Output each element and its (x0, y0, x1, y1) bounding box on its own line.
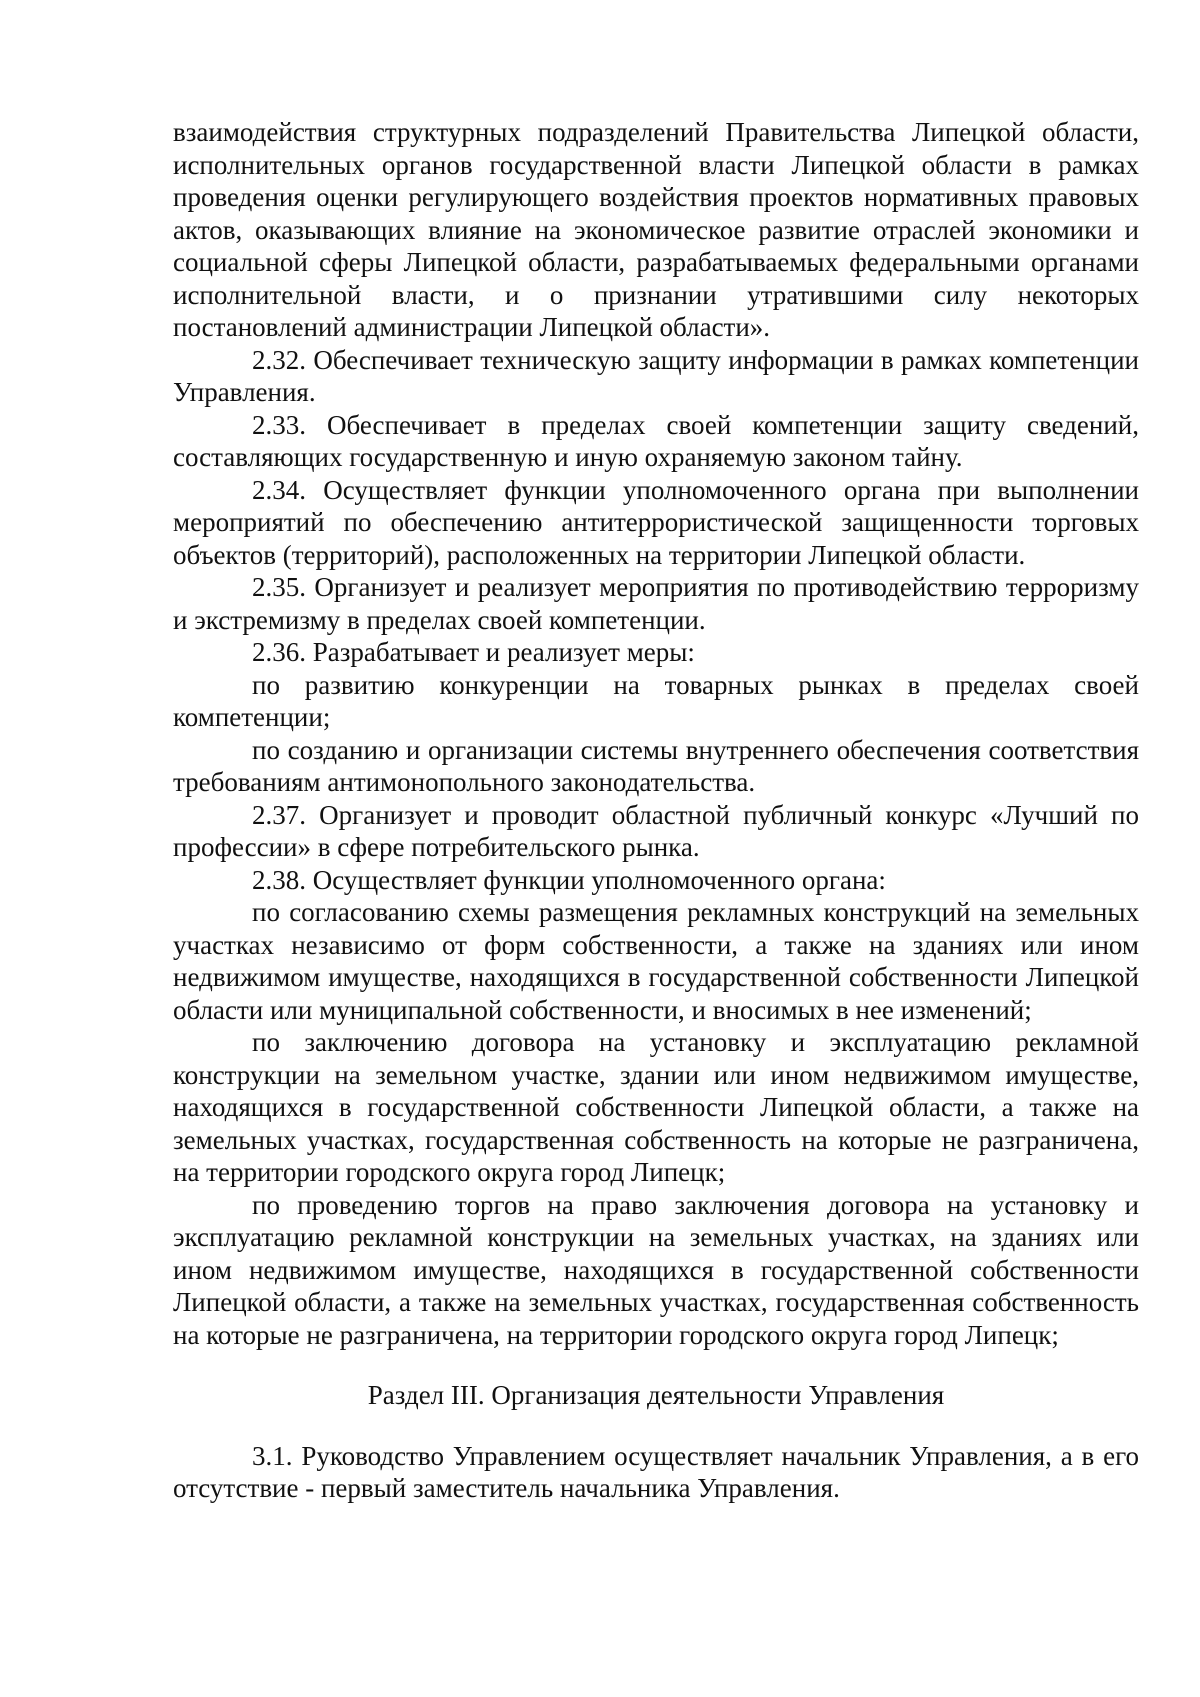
paragraph-continuation: взаимодействия структурных подразделений Правительства Липецкой области, исполнительных органов государственной власти Липецкой области в рамках проведения оценки регулирующего воздействия проектов нормативных правовых актов, оказывающих влияние на экономическое развитие отраслей экономики и социальной сферы Липецкой области, разрабатываемых федеральными органами исполнительной власти, и о признании утратившими силу некоторых постановлений администрации Липецкой области». (173, 117, 1139, 342)
paragraph-2-36-item-antimonopoly: по созданию и организации системы внутреннего обеспечения соответствия требованиям антимонопольного законодательства. (173, 734, 1139, 797)
paragraph-2-38-item-auction: по проведению торгов на право заключения договора на установку и эксплуатацию рекламной конструкции на земельных участках, на зданиях или ином недвижимом имуществе, находящихся в государственной собственности Липецкой области, а также на земельных участках, государственная собственность на которые не разграничена, на территории городского округа город Липецк; (173, 1189, 1139, 1350)
paragraph-2-38-item-contract: по заключению договора на установку и эксплуатацию рекламной конструкции на земельном участке, здании или ином недвижимом имуществе, находящихся в государственной собственности Липецкой области, а также на земельных участках, государственная собственность на которые не разграничена, на территории городского округа город Липецк; (173, 1027, 1139, 1187)
paragraph-2-33: 2.33. Обеспечивает в пределах своей компетенции защиту сведений, составляющих государственную и иную охраняемую законом тайну. (173, 409, 1139, 472)
paragraph-2-36: 2.36. Разрабатывает и реализует меры: (252, 637, 695, 667)
paragraph-2-37: 2.37. Организует и проводит областной публичный конкурс «Лучший по профессии» в сфере потребительского рынка. (173, 799, 1139, 862)
document-page (173, 116, 1139, 1505)
section-heading: Раздел III. Организация деятельности Управления (367, 1380, 945, 1410)
paragraph-2-36-item-competition: по развитию конкуренции на товарных рынках в пределах своей компетенции; (173, 669, 1139, 732)
paragraph-3-1: 3.1. Руководство Управлением осуществляет начальник Управления, а в его отсутствие - первый заместитель начальника Управления. (173, 1440, 1139, 1503)
paragraph-2-32: 2.32. Обеспечивает техническую защиту информации в рамках компетенции Управления. (173, 344, 1139, 407)
paragraph-2-38: 2.38. Осуществляет функции уполномоченного органа: (252, 864, 886, 895)
paragraph-2-38-item-scheme: по согласованию схемы размещения рекламных конструкций на земельных участках независимо от форм собственности, а также на зданиях или ином недвижимом имуществе, находящихся в государственной собственности Липецкой области или муниципальной собственности, и вносимых в нее изменений; (173, 897, 1139, 1025)
paragraph-2-35: 2.35. Организует и реализует мероприятия по противодействию терроризму и экстремизму в пределах своей компетенции. (173, 572, 1139, 635)
paragraph-2-34: 2.34. Осуществляет функции уполномоченного органа при выполнении мероприятий по обеспечению антитеррористической защищенности торговых объектов (территорий), расположенных на территории Липецкой области. (173, 474, 1139, 570)
